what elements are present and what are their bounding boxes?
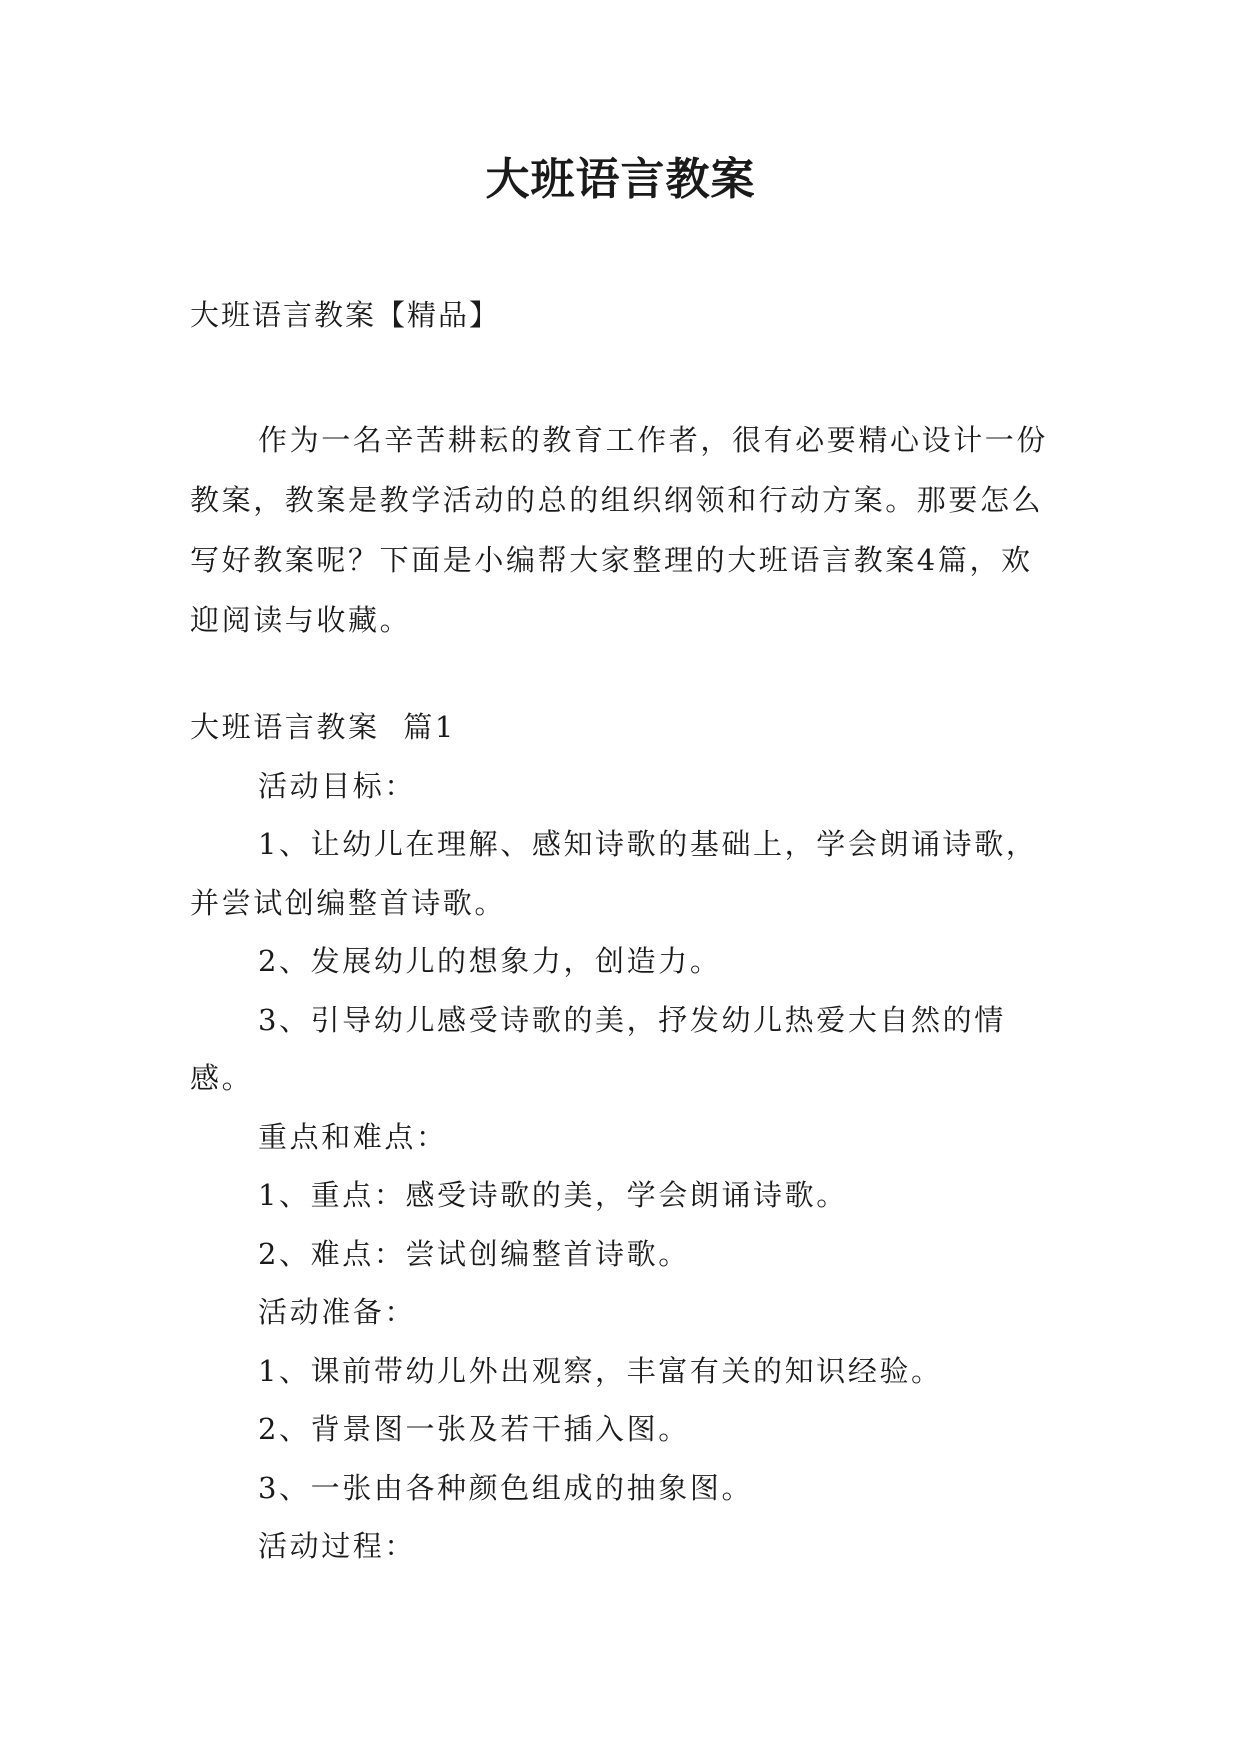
goal-item: 2、发展幼儿的想象力，创造力。 xyxy=(258,944,722,978)
goal-item: 3、引导幼儿感受诗歌的美，抒发幼儿热爱大自然的情感。 xyxy=(190,1002,1006,1095)
key-point-item: 2、难点：尝试创编整首诗歌。 xyxy=(258,1236,690,1271)
preparation-item: 2、背景图一张及若干插入图。 xyxy=(258,1412,690,1446)
goal-item: 1、让幼儿在理解、感知诗歌的基础上，学会朗诵诗歌，并尝试创编整首诗歌。 xyxy=(190,827,1038,920)
preparation-heading: 活动准备： xyxy=(258,1295,417,1329)
preparation-item: 1、课前带幼儿外出观察，丰富有关的知识经验。 xyxy=(258,1353,943,1388)
document-title: 大班语言教案 xyxy=(485,154,756,205)
key-point-item: 1、重点：感受诗歌的美，学会朗诵诗歌。 xyxy=(258,1178,848,1212)
key-points-heading: 重点和难点： xyxy=(258,1119,448,1154)
section-heading: 大班语言教案 篇1 xyxy=(190,710,456,744)
lesson-plan-body xyxy=(190,698,1060,1576)
document-subtitle: 大班语言教案【精品】 xyxy=(190,298,501,332)
process-heading: 活动过程： xyxy=(258,1529,417,1563)
intro-paragraph: 作为一名辛苦耕耘的教育工作者，很有必要精心设计一份教案，教案是教学活动的总的组织纲领和行动方案。那要怎么写好教案呢？下面是小编帮大家整理的大班语言教案4篇，欢迎阅读与收藏。 xyxy=(190,423,1049,637)
goals-heading: 活动目标： xyxy=(258,768,417,803)
preparation-item: 3、一张由各种颜色组成的抽象图。 xyxy=(258,1470,754,1505)
